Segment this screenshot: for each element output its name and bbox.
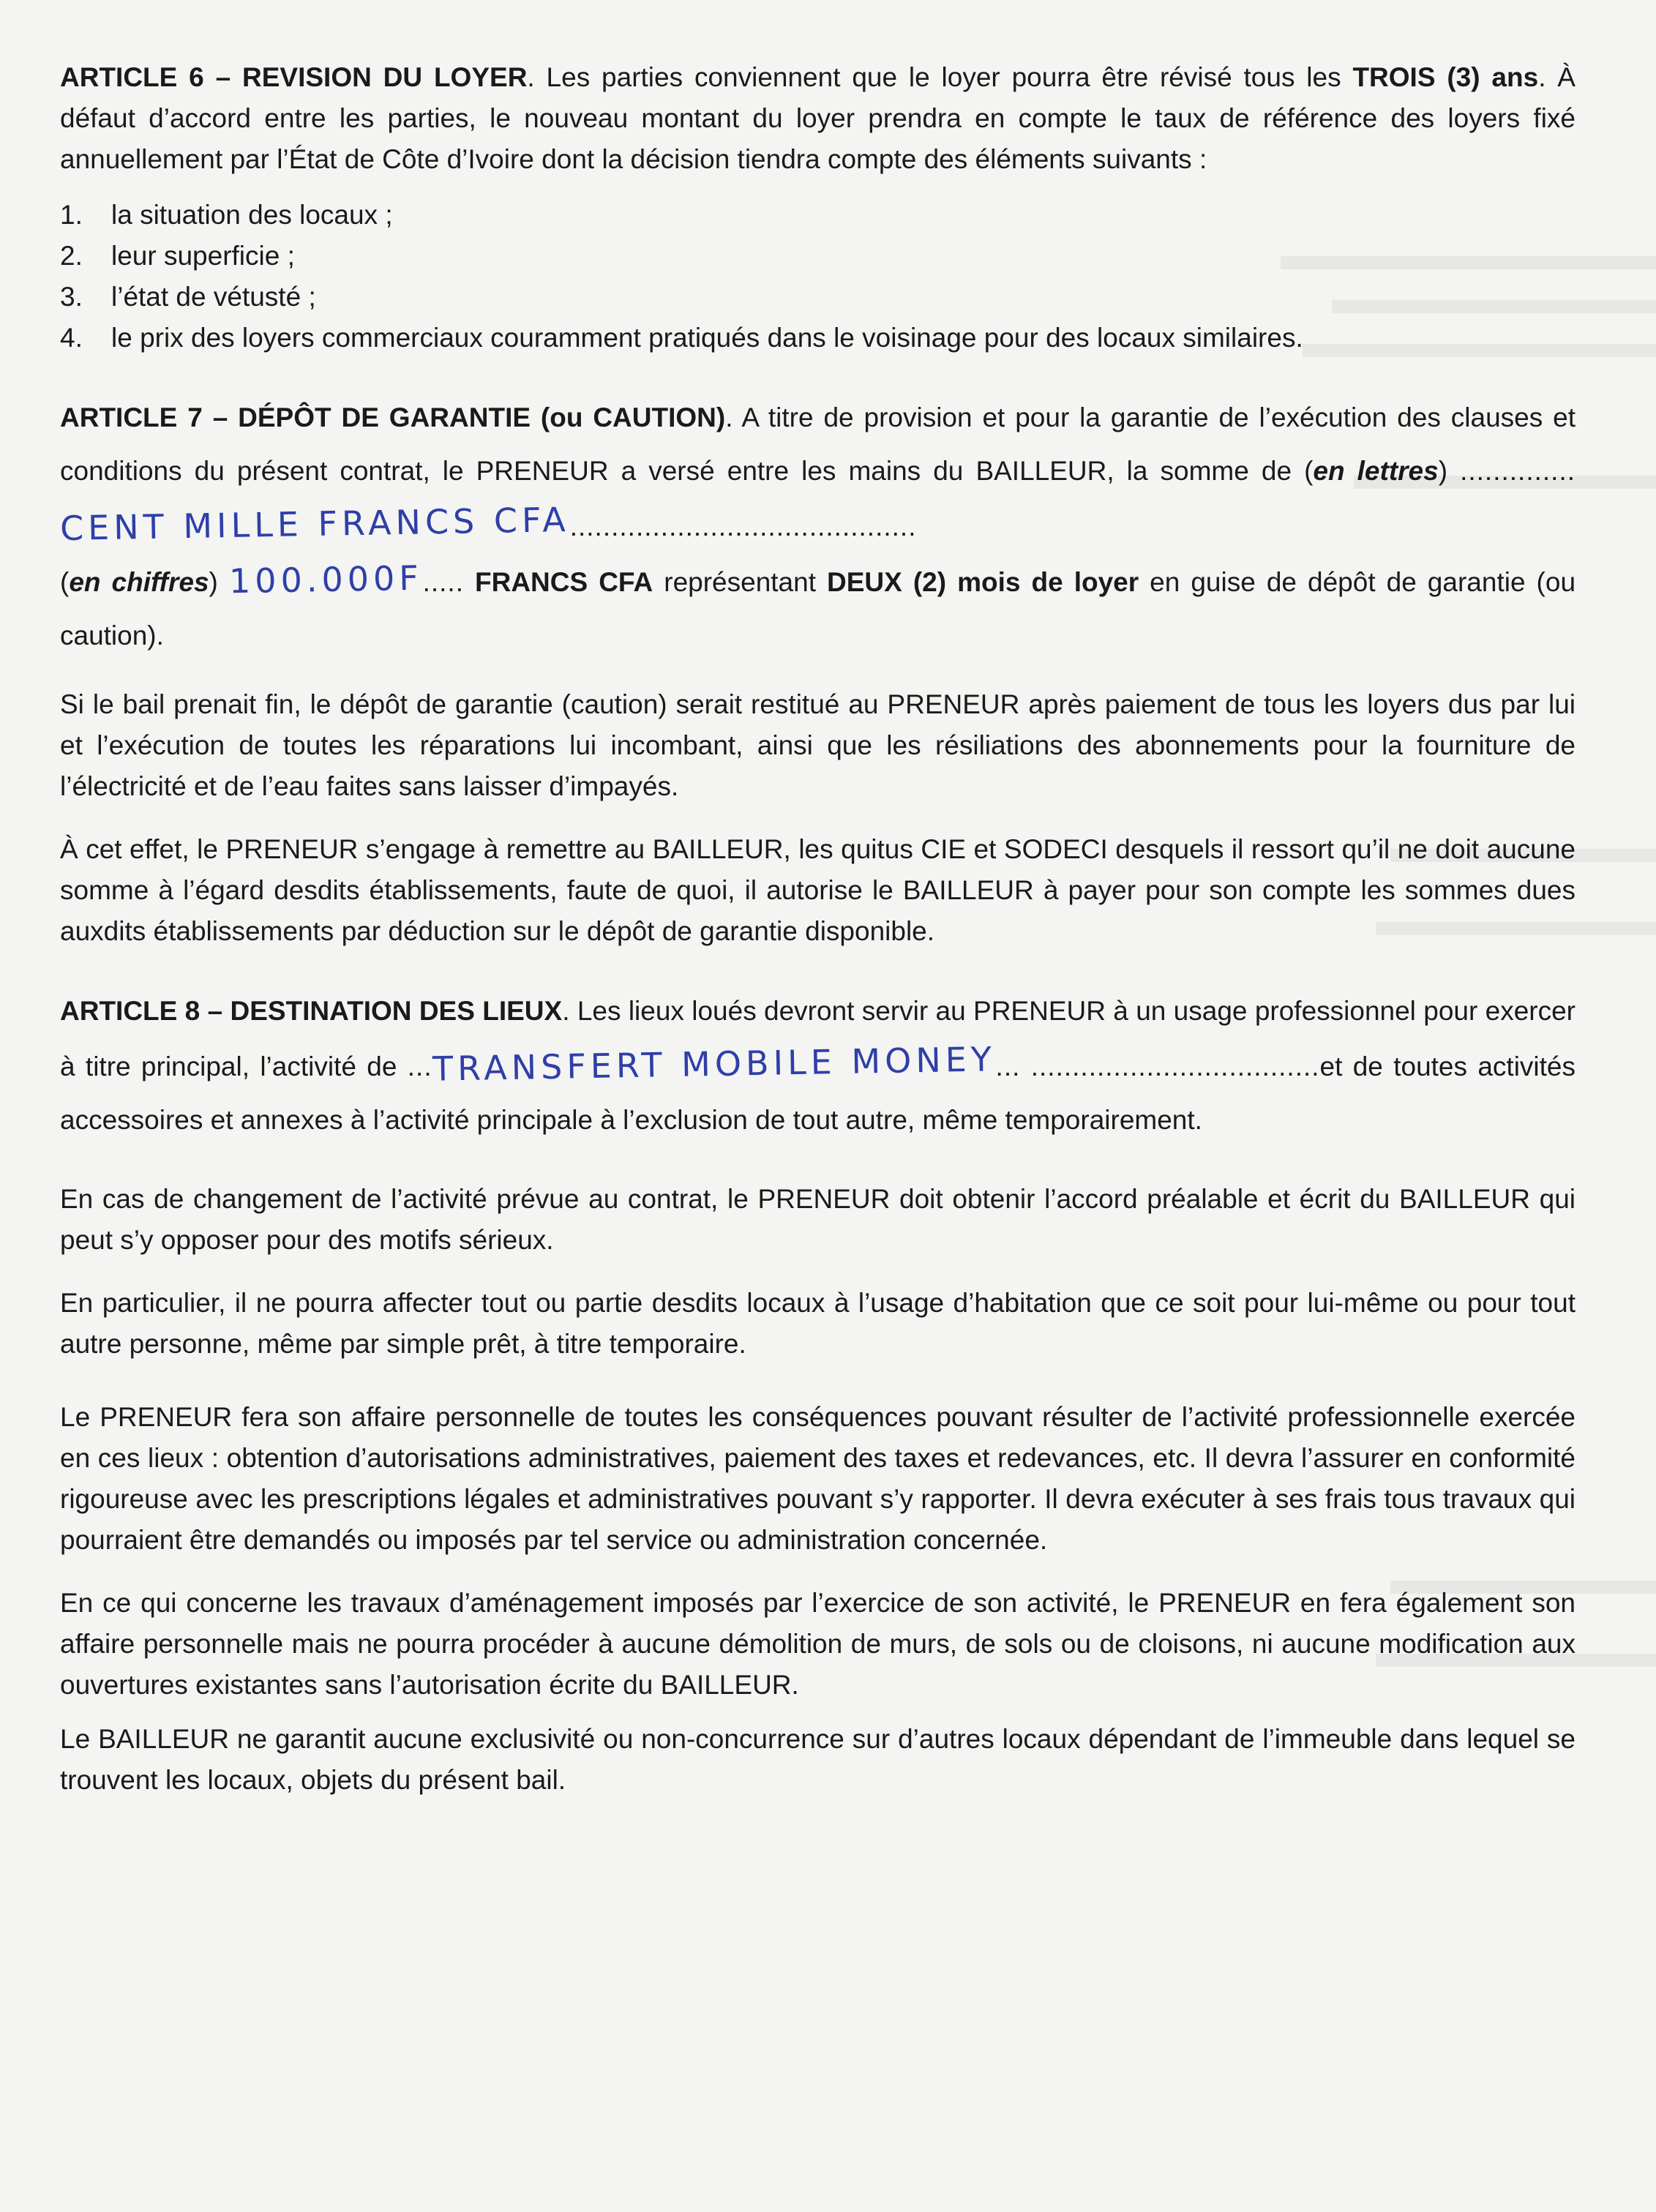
handwritten-amount-letters: CENT MILLE FRANCS CFA [59,499,571,549]
article7-quitus-paragraph: À cet effet, le PRENEUR s’engage à remettre au BAILLEUR, les quitus CIE et SODECI desquels il ressort qu’il ne doit aucune somme à l’égard desdits établissements, faute de quoi, il autorise le BAILLEUR à payer pour son compte les sommes dues auxdits établissements par déduction sur le dépôt de garantie disponible. [60,834,1576,946]
article8-habitation-paragraph: En particulier, il ne pourra affecter tout ou partie desdits locaux à l’usage d’habitation que ce soit pour lui-même ou pour tout autre personne, même par simple prêt, à titre temporaire. [60,1288,1576,1359]
list-item: 4. le prix des loyers commerciaux couramment pratiqués dans le voisinage pour des locaux similaires. [60,323,1303,353]
label-en-chiffres: en chiffres [69,567,209,597]
article6-paragraph [60,57,1576,180]
deposit-months: DEUX (2) mois de loyer [827,567,1139,597]
article7-heading: ARTICLE 7 – DÉPÔT DE GARANTIE (ou CAUTION) [60,402,726,432]
article6-criteria-list [60,195,1576,359]
article6-period: TROIS (3) ans [1352,62,1539,92]
article7-paragraph: ARTICLE 7 – DÉPÔT DE GARANTIE (ou CAUTION). A titre de provision et pour la garantie de l’exécution des clauses et conditions du présent contrat, le PRENEUR a versé entre les mains du BAILLEUR, la somme de (en lettres) ..............CENT MILLE FRANCS CFA.......................................... (en chiffres) 100.000F..... FRANCS CFA représentant DEUX (2) mois de loyer en guise de dépôt de garantie (ou caution). [59,402,1576,651]
article8-paragraph: ARTICLE 8 – DESTINATION DES LIEUX. Les lieux loués devront servir au PRENEUR à un usage professionnel pour exercer à titre principal, l’activité de ...TRANSFERT MOBILE MONEY... ...................................et de toutes activités accessoires et annexes à l’activité principale à l’exclusion de tout autre, même temporairement. [60,996,1576,1135]
article6-heading: ARTICLE 6 – REVISION DU LOYER [60,62,528,92]
label-en-lettres: en lettres [1313,456,1439,486]
article6-text-b: . À défaut d’accord entre les parties, le nouveau montant du loyer prendra en compte le taux de référence des loyers fixé annuellement par l’État de Côte d’Ivoire dont la décision tiendra compte des éléments suivants : [60,62,1576,174]
article7-restitution-paragraph: Si le bail prenait fin, le dépôt de garantie (caution) serait restitué au PRENEUR après paiement de tous les loyers dus par lui et l’exécution de toutes les réparations lui incombant, ainsi que les résiliations des abonnements pour la fourniture de l’électricité et de l’eau faites sans laisser d’impayés. [60,689,1576,801]
article8-heading: ARTICLE 8 – DESTINATION DES LIEUX [60,996,563,1026]
list-item: 2. leur superficie ; [60,241,295,271]
list-item: 1. la situation des locaux ; [60,200,393,230]
currency-label: FRANCS CFA [475,567,653,597]
handwritten-activity: TRANSFERT MOBILE MONEY [432,1039,996,1089]
article8-exclusivity-paragraph: Le BAILLEUR ne garantit aucune exclusivité ou non-concurrence sur d’autres locaux dépendant de l’immeuble dans lequel se trouvent les locaux, objets du présent bail. [60,1724,1576,1795]
article8-change-paragraph: En cas de changement de l’activité prévue au contrat, le PRENEUR doit obtenir l’accord préalable et écrit du BAILLEUR qui peut s’y opposer pour des motifs sérieux. [60,1184,1576,1255]
article8-consequences-paragraph: Le PRENEUR fera son affaire personnelle de toutes les conséquences pouvant résulter de l’activité professionnelle exercée en ces lieux : obtention d’autorisations administratives, paiement des taxes et redevances, etc. Il devra l’assurer en conformité rigoureuse avec les prescriptions légales et administratives pouvant s’y rapporter. Il devra exécuter à ses frais tous travaux qui pourraient être demandés ou imposés par tel service ou administration concernée. [60,1402,1576,1555]
handwritten-amount-figures: 100.000F [228,558,424,601]
article6-text-a: . Les parties conviennent que le loyer pourra être révisé tous les [527,62,1353,92]
article8-works-paragraph: En ce qui concerne les travaux d’aménagement imposés par l’exercice de son activité, le PRENEUR en fera également son affaire personnelle mais ne pourra procéder à aucune démolition de murs, de sols ou de cloisons, ni aucune modification aux ouvertures existantes sans l’autorisation écrite du BAILLEUR. [60,1588,1576,1700]
list-item: 3. l’état de vétusté ; [60,282,316,312]
